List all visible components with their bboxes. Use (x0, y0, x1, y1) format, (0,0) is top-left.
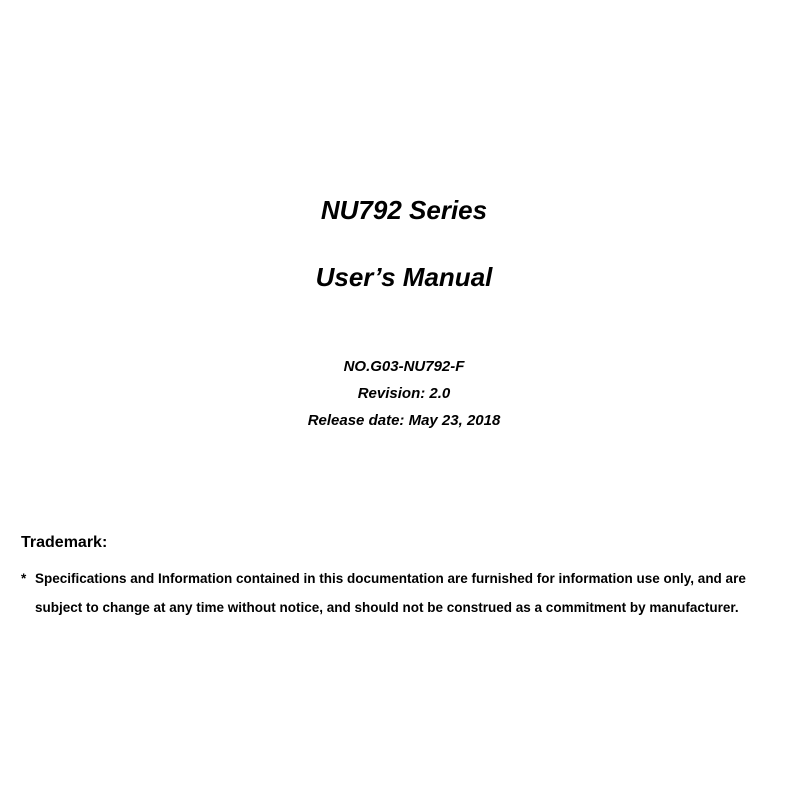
document-number: NO.G03-NU792-F (343, 358, 465, 375)
trademark-text-line-1: Specifications and Information contained in this documentation are furnished for information use only, and are (35, 571, 746, 586)
release-date: Release date: May 23, 2018 (307, 412, 501, 429)
trademark-text-line-2: subject to change at any time without notice, and should not be construed as a commitment by manufacturer. (35, 600, 739, 615)
series-title: NU792 Series (320, 195, 488, 225)
revision: Revision: 2.0 (357, 385, 451, 402)
trademark-heading: Trademark: (21, 534, 108, 551)
manual-title: User’s Manual (315, 262, 493, 292)
trademark-notice (21, 564, 791, 622)
bullet-asterisk: * (21, 571, 27, 586)
